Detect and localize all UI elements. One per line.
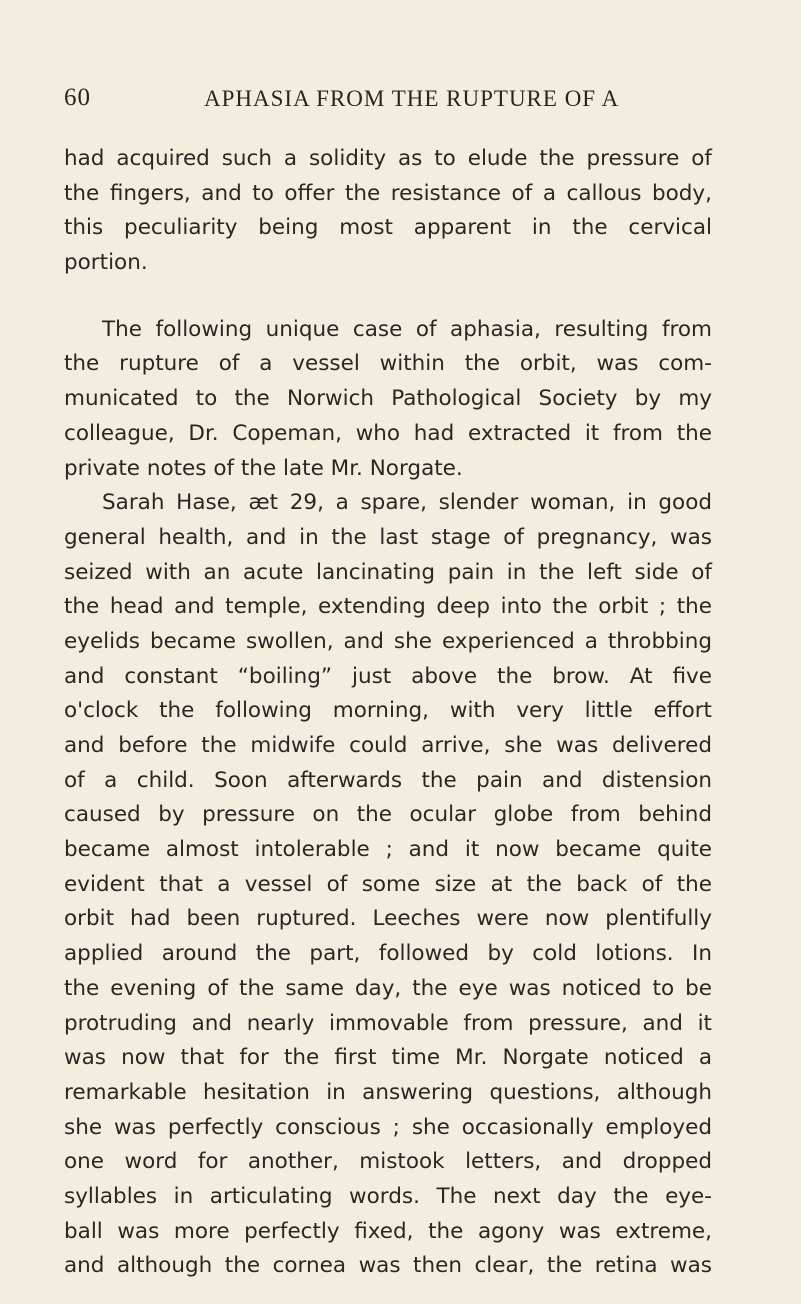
- text-line: remarkable hesitation in answering questions, although: [64, 1079, 712, 1105]
- text-line: municated to the Norwich Pathological Society by my: [64, 386, 712, 412]
- text-line: the fingers, and to offer the resistance of a callous body,: [64, 180, 712, 206]
- text-line: evident that a vessel of some size at the back of the: [64, 871, 712, 897]
- text-line: o'clock the following morning, with very little effort: [64, 698, 712, 724]
- text-line: private notes of the late Mr. Norgate.: [64, 455, 463, 481]
- text-line: syllables in articulating words. The next day the eye-: [64, 1183, 712, 1209]
- running-title: APHASIA FROM THE RUPTURE OF A: [204, 86, 620, 111]
- text-line: of a child. Soon afterwards the pain and distension: [64, 767, 712, 793]
- paragraph-spacer: [64, 281, 712, 313]
- text-line: became almost intolerable ; and it now became quite: [64, 837, 712, 863]
- text-line: she was perfectly conscious ; she occasionally employed: [64, 1114, 712, 1140]
- paragraph-intro-case: [64, 313, 712, 486]
- text-line: the rupture of a vessel within the orbit, was com-: [64, 351, 712, 377]
- text-line: applied around the part, followed by cold lotions. In: [64, 941, 712, 967]
- text-line: and before the midwife could arrive, she was delivered: [64, 733, 712, 758]
- text-line: the head and temple, extending deep into the orbit ; the: [64, 594, 712, 620]
- text-line: seized with an acute lancinating pain in the left side of: [64, 559, 712, 585]
- text-line: and although the cornea was then clear, the retina was: [64, 1253, 712, 1279]
- text-line: was now that for the first time Mr. Norgate noticed a: [64, 1045, 712, 1071]
- paragraph-continued: [64, 142, 712, 281]
- text-line: caused by pressure on the ocular globe from behind: [64, 802, 712, 828]
- text-line: The following unique case of aphasia, resulting from: [102, 316, 712, 342]
- text-line: this peculiarity being most apparent in the cervical: [64, 215, 712, 241]
- text-line: had acquired such a solidity as to elude the pressure of: [64, 146, 712, 171]
- text-line: Sarah Hase, æt 29, a spare, slender woman, in good: [102, 490, 712, 516]
- text-line: protruding and nearly immovable from pressure, and it: [64, 1010, 712, 1036]
- text-line: and constant “boiling” just above the brow. At five: [64, 663, 712, 689]
- text-line: eyelids became swollen, and she experienced a throbbing: [64, 628, 712, 654]
- text-line: orbit had been ruptured. Leeches were now plentifully: [64, 906, 712, 932]
- page-number: 60: [64, 84, 91, 111]
- text-line: ball was more perfectly fixed, the agony was extreme,: [64, 1218, 712, 1244]
- text-line: the evening of the same day, the eye was noticed to be: [64, 975, 712, 1001]
- text-line: general health, and in the last stage of pregnancy, was: [64, 524, 712, 550]
- text-line: colleague, Dr. Copeman, who had extracted it from the: [64, 420, 712, 446]
- running-head: [64, 84, 686, 118]
- text-line: portion.: [64, 250, 148, 276]
- body-text: [64, 142, 712, 1284]
- paragraph-case-history: [64, 486, 712, 1284]
- text-line: one word for another, mistook letters, and dropped: [64, 1149, 712, 1175]
